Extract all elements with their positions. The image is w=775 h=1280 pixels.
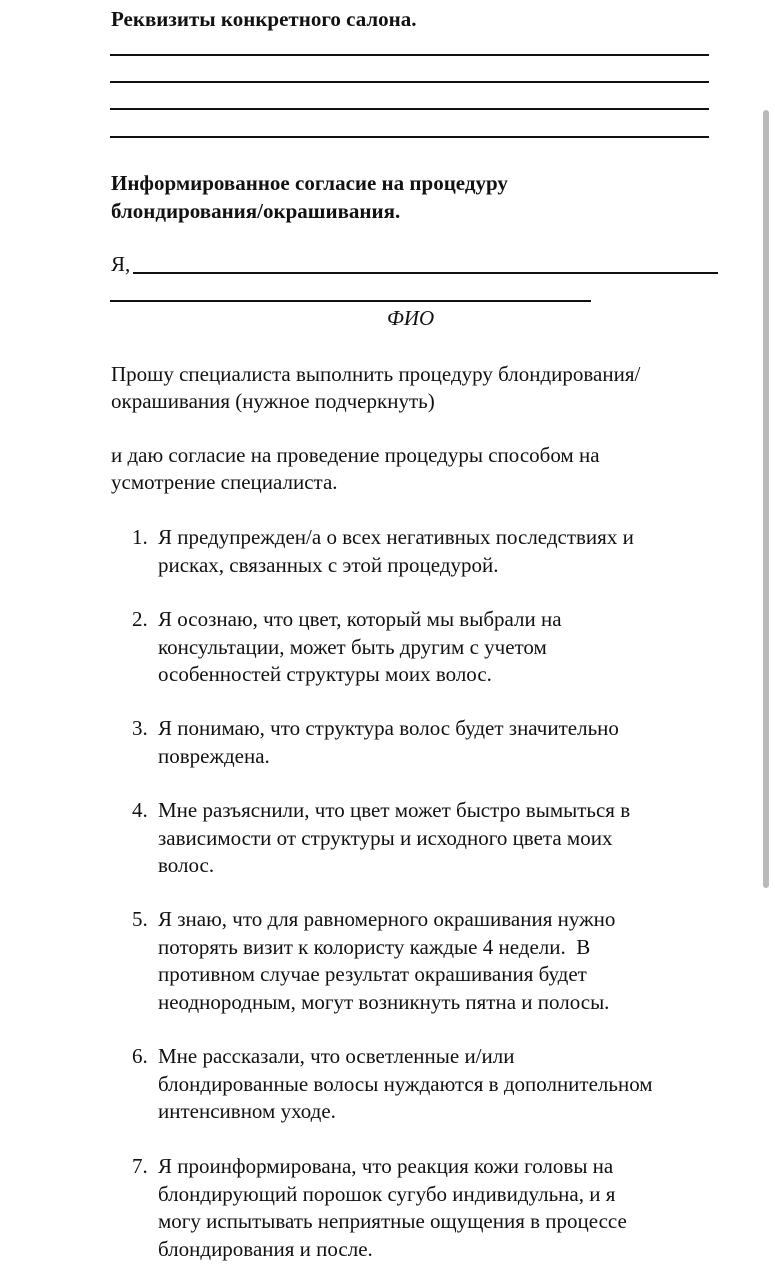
list-item-text: поторять визит к колористу каждые 4 недели. В (158, 934, 591, 959)
intro-line-3: и даю согласие на проведение процедуры способом на (111, 443, 600, 467)
list-item-text: могу испытывать неприятные ощущения в процессе (158, 1209, 627, 1233)
intro-line-1: Прошу специалиста выполнить процедуру блондирования/ (111, 362, 641, 386)
consent-title-line-1: Информированное согласие на процедуру (111, 171, 508, 195)
list-item-text: Мне разъяснили, что цвет может быстро вымыться в (158, 798, 631, 822)
list-item-text: Я осознаю, что цвет, который мы выбрали на (158, 607, 562, 631)
name-prefix: Я, (111, 252, 131, 276)
list-item-number: 1. (132, 525, 148, 549)
list-item-text: повреждена. (158, 743, 270, 768)
list-item-text: рисках, связанных с этой процедурой. (158, 552, 499, 577)
list-item (132, 906, 732, 1016)
list-item-text: блондированные волосы нуждаются в дополнительном (158, 1071, 653, 1096)
list-item (132, 1043, 732, 1126)
name-field-line-2 (110, 300, 591, 302)
list-item-text: Я понимаю, что структура волос будет значительно (158, 716, 619, 740)
consent-title-line-2: блондирования/окрашивания. (111, 199, 401, 223)
list-item-text: блондирующий порошок сугубо индивидульна, и я (158, 1181, 616, 1206)
name-field-caption: ФИО (387, 306, 435, 330)
list-item (132, 797, 732, 880)
requisites-line-3 (110, 108, 709, 110)
salon-requisites-title: Реквизиты конкретного салона. (111, 7, 417, 31)
list-item-text: волос. (158, 853, 215, 877)
list-item-text: Я проинформирована, что реакция кожи головы на (158, 1154, 614, 1178)
intro-line-4: усмотрение специалиста. (111, 470, 338, 494)
vertical-scrollbar[interactable] (763, 110, 769, 888)
list-item (132, 524, 732, 579)
list-item-text: блондирования и после. (158, 1236, 373, 1261)
list-item-number: 3. (132, 716, 148, 740)
list-item-number: 5. (132, 907, 148, 931)
intro-line-2: окрашивания (нужное подчеркнуть) (111, 389, 435, 413)
requisites-line-2 (110, 81, 709, 83)
list-item-text: Я знаю, что для равномерного окрашивания нужно (158, 907, 616, 931)
list-item-text: консультации, может быть другим с учетом (158, 634, 547, 659)
name-field-line-1 (133, 272, 718, 274)
list-item-text: неоднородным, могут возникнуть пятна и полосы. (158, 989, 610, 1014)
list-item-text: Я предупрежден/а о всех негативных последствиях и (158, 525, 634, 549)
list-item-number: 6. (132, 1044, 148, 1068)
list-item-text: интенсивном уходе. (158, 1099, 336, 1123)
list-item-text: зависимости от структуры и исходного цвета моих (158, 825, 613, 850)
requisites-line-1 (110, 54, 709, 56)
list-item (132, 1153, 732, 1263)
list-item-number: 7. (132, 1154, 148, 1178)
list-item-number: 4. (132, 798, 148, 822)
list-item-text: особенностей структуры моих волос. (158, 662, 492, 686)
list-item-text: Мне рассказали, что осветленные и/или (158, 1044, 515, 1068)
requisites-line-4 (110, 136, 709, 138)
list-item (132, 606, 732, 689)
list-item-number: 2. (132, 607, 148, 631)
list-item (132, 715, 732, 770)
list-item-text: противном случае результат окрашивания будет (158, 962, 587, 986)
